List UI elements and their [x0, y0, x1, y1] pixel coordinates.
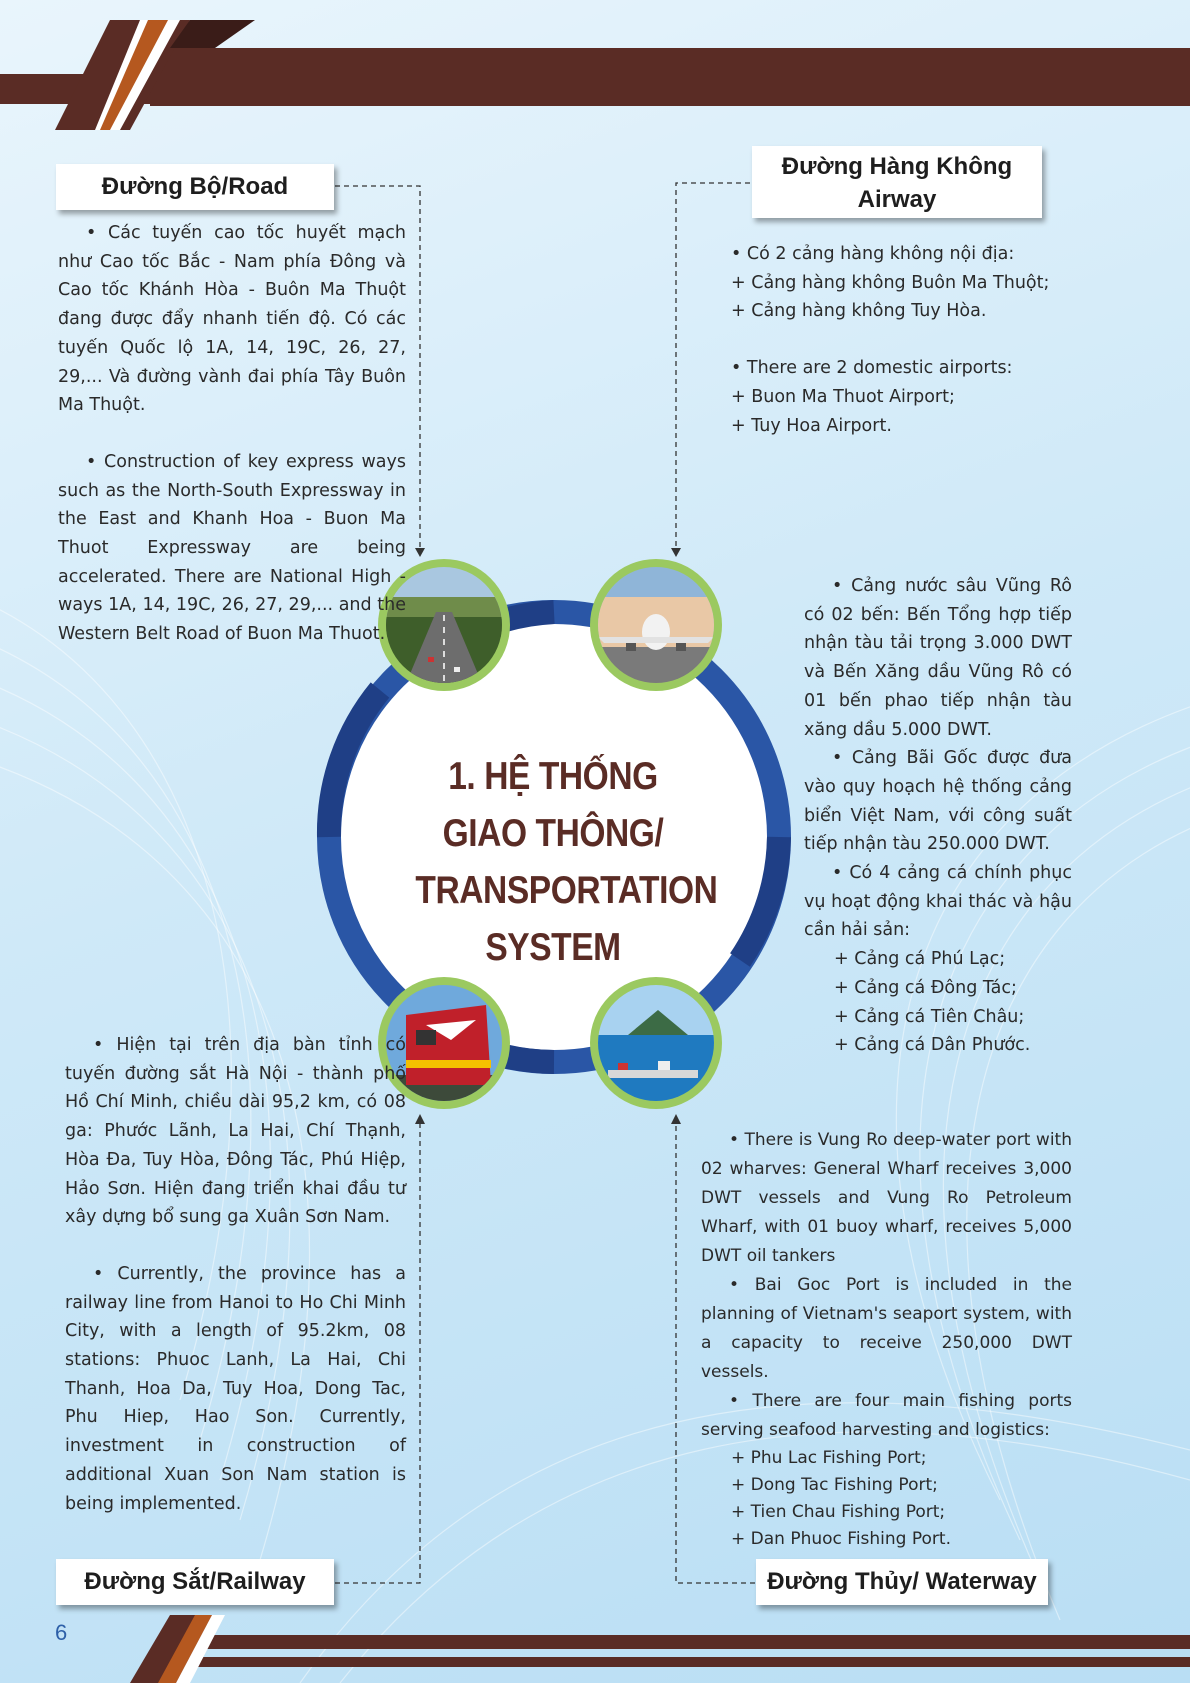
page-title: 1. HỆ THỐNG GIAO THÔNG/ TRANSPORTATION SYSTEM	[415, 755, 718, 969]
waterway-vi-p1: • Cảng nước sâu Vũng Rô có 02 bến: Bến Tổng hợp tiếp nhận tàu tải trọng 3.000 DWT và Bến Xăng dầu Vũng Rô có 01 bến phao tiếp nhận tàu xăng dầu 5.000 DWT.	[804, 576, 1072, 740]
road-text	[58, 219, 406, 649]
waterway-en-p2: • Bai Goc Port is included in the planning of Vietnam's seaport system, with a capacity to receive 250,000 DWT vessels.	[701, 1275, 1072, 1382]
railway-text	[65, 1031, 406, 1518]
railway-text-vi: • Hiện tại trên địa bàn tỉnh có tuyến đường sắt Hà Nội - thành phố Hồ Chí Minh, chiều dài 95,2 km, có 08 ga: Phước Lãnh, La Hai, Chí Thạnh, Hòa Đa, Tuy Hòa, Đông Tác, Phú Hiệp, Hảo Sơn. Hiện đang triển khai đầu tư xây dựng bổ sung ga Xuân Sơn Nam.	[65, 1035, 406, 1228]
waterway-vi-p3: • Có 4 cảng cá chính phục vụ hoạt động khai thác và hậu cần hải sản:	[804, 863, 1072, 941]
airway-vi-2: + Cảng hàng không Tuy Hòa.	[731, 301, 987, 322]
waterway-en-port-2: + Tien Chau Fishing Port;	[731, 1502, 946, 1522]
road-text-en: • Construction of key express ways such as the North-South Expressway in the East and Khanh Hoa - Buon Ma Thuot Expressway are being accelerated. There are National High - ways 1A, 14, 19C, 26, 27, 29,... and the Western Belt Road of Buon Ma Thuot.	[58, 451, 406, 645]
waterway-vi-port-1: + Cảng cá Đông Tác;	[834, 977, 1017, 998]
railway-label: Đường Sắt/Railway	[56, 1559, 334, 1605]
waterway-vi-p2: • Cảng Bãi Gốc được đưa vào quy hoạch hệ thống cảng biển Việt Nam, với công suất tiếp nhận tàu 250.000 DWT.	[804, 748, 1072, 855]
waterway-en-port-1: + Dong Tac Fishing Port;	[731, 1475, 938, 1495]
page-number: 6	[55, 1620, 68, 1645]
waterway-vi-port-2: + Cảng cá Tiên Châu;	[834, 1006, 1025, 1027]
railway-text-en: • Currently, the province has a railway line from Hanoi to Ho Chi Minh City, with a length of 95.2km, 08 stations: Phuoc Lanh, La Hai, Chi Thanh, Hoa Da, Tuy Hoa, Dong Tac, Phu Hiep, Hao Son. Currently, investment in construction of additional Xuan Son Nam station is being implemented.	[65, 1263, 406, 1514]
waterway-text-en	[701, 1126, 1072, 1553]
airway-label-line1: Đường Hàng Không	[781, 153, 1013, 180]
airway-label-line2: Airway	[857, 186, 937, 213]
road-text-vi: • Các tuyến cao tốc huyết mạch như Cao tốc Bắc - Nam phía Đông và Cao tốc Khánh Hòa - Buôn Ma Thuột đang được đẩy nhanh tiến độ. Có các tuyến Quốc lộ 1A, 14, 19C, 26, 27, 29,... Và đường vành đai phía Tây Buôn Ma Thuột.	[58, 223, 406, 416]
waterway-text-vi	[804, 572, 1072, 1060]
waterway-label: Đường Thủy/ Waterway	[756, 1559, 1048, 1605]
waterway-vi-port-0: + Cảng cá Phú Lạc;	[834, 949, 1006, 970]
airway-vi-0: • Có 2 cảng hàng không nội địa:	[731, 244, 1015, 264]
waterway-en-port-3: + Dan Phuoc Fishing Port.	[731, 1529, 951, 1549]
airway-en-2: + Tuy Hoa Airport.	[731, 415, 892, 436]
waterway-en-p1: • There is Vung Ro deep-water port with 02 wharves: General Wharf receives 3,000 DWT vessels and Vung Ro Petroleum Wharf, with 01 buoy wharf, receives 5,000 DWT oil tankers	[701, 1130, 1072, 1266]
airway-text	[731, 240, 1091, 440]
waterway-vi-port-3: + Cảng cá Dân Phước.	[834, 1035, 1031, 1056]
airway-label	[752, 146, 1042, 218]
waterway-en-port-0: + Phu Lac Fishing Port;	[731, 1448, 927, 1468]
waterway-en-p3: • There are four main fishing ports serving seafood harvesting and logistics:	[701, 1391, 1072, 1440]
airway-en-0: • There are 2 domestic airports:	[731, 358, 1013, 379]
road-label: Đường Bộ/Road	[56, 164, 334, 210]
airway-vi-1: + Cảng hàng không Buôn Ma Thuột;	[731, 272, 1050, 293]
airway-en-1: + Buon Ma Thuot Airport;	[731, 386, 955, 407]
